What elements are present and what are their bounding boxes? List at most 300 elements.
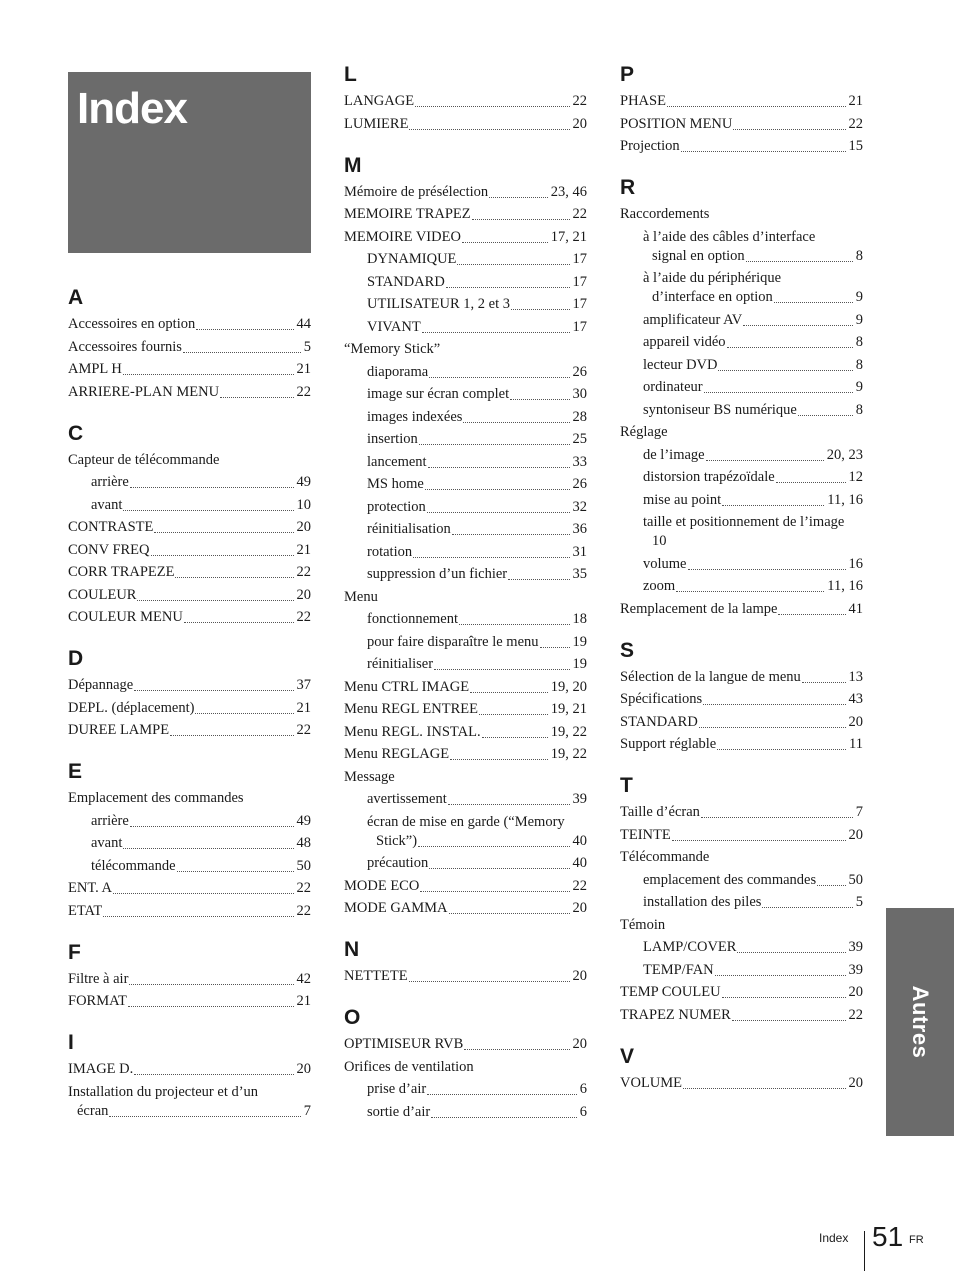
section-letter: M — [344, 153, 362, 177]
entry-text: insertion — [367, 431, 418, 447]
entry-page: 20 — [296, 586, 311, 603]
entry-text: Emplacement des commandes — [68, 790, 244, 806]
entry-page: 6 — [579, 1081, 587, 1097]
entry-text: UTILISATEUR 1, 2 et 3 — [367, 296, 510, 312]
entry-page: 22 — [572, 93, 587, 109]
entry-text: lancement — [367, 453, 427, 470]
entry-text: COULEUR MENU — [68, 609, 183, 625]
dot-leader — [123, 374, 294, 375]
index-section — [68, 419, 311, 628]
dot-leader — [462, 242, 548, 243]
index-entry — [68, 1060, 311, 1079]
entry-page: 43 — [848, 691, 863, 707]
entry-text: Spécifications — [620, 691, 703, 707]
dot-leader — [429, 868, 569, 869]
entry-text-continued: 10 — [652, 533, 667, 549]
dot-leader — [762, 907, 852, 908]
index-entry — [344, 899, 587, 918]
entry-text: images indexées — [367, 408, 463, 425]
dot-leader — [798, 415, 853, 416]
dot-leader — [409, 129, 569, 130]
dot-leader — [134, 1074, 293, 1075]
dot-leader — [446, 287, 570, 288]
dot-leader — [129, 984, 293, 985]
index-entry — [68, 541, 311, 560]
entry-text: ordinateur — [643, 379, 703, 395]
entry-page: 33 — [572, 453, 587, 470]
index-entry — [344, 610, 587, 629]
entry-text: image sur écran complet — [367, 386, 510, 402]
entry-page: 22 — [572, 877, 587, 894]
index-column-3 — [620, 60, 863, 1110]
index-entry — [620, 491, 863, 510]
dot-leader — [427, 512, 570, 513]
dot-leader — [130, 487, 294, 488]
entry-text: réinitialisation — [367, 521, 451, 537]
entry-page: 36 — [572, 521, 587, 537]
index-section — [344, 1003, 587, 1122]
entry-text: MODE ECO — [344, 877, 420, 894]
entry-text: DYNAMIQUE — [367, 251, 457, 267]
entry-text: précaution — [367, 855, 429, 871]
entry-page: 20 — [572, 968, 587, 984]
index-entry — [68, 970, 311, 989]
dot-leader — [409, 981, 570, 982]
dot-leader — [681, 151, 846, 152]
index-entry-heading — [344, 340, 587, 359]
section-letter: E — [68, 760, 83, 783]
index-entry — [344, 475, 587, 494]
index-entry — [344, 363, 587, 382]
index-entry — [344, 565, 587, 584]
index-column-2 — [344, 60, 587, 1139]
entry-page: 22 — [572, 206, 587, 222]
section-letter: I — [68, 1031, 74, 1054]
index-section — [344, 60, 587, 134]
entry-page: 7 — [303, 1102, 311, 1119]
dot-leader — [195, 713, 293, 714]
entry-text: amplificateur AV — [643, 311, 743, 328]
entry-page: 11, 16 — [827, 578, 863, 594]
entry-text: MS home — [367, 476, 424, 492]
index-entry — [620, 826, 863, 845]
entry-page: 8 — [855, 356, 863, 373]
entry-page: 19 — [572, 656, 587, 672]
index-entry — [344, 498, 587, 517]
entry-text: TRAPEZ NUMER — [620, 1006, 731, 1023]
entry-text: Menu REGL. INSTAL. — [344, 723, 481, 740]
entry-text: LUMIERE — [344, 115, 409, 132]
entry-page: 39 — [848, 939, 863, 955]
entry-page: 10 — [296, 496, 311, 513]
index-entry — [620, 446, 863, 465]
index-entry — [344, 1080, 587, 1099]
dot-leader — [183, 352, 301, 353]
dot-leader — [431, 1117, 577, 1118]
entry-text: Menu CTRL IMAGE — [344, 678, 470, 695]
dot-leader — [448, 804, 570, 805]
dot-leader — [704, 392, 853, 393]
entry-page: 42 — [296, 970, 311, 987]
entry-text: AMPL H — [68, 361, 122, 377]
dot-leader — [774, 302, 853, 303]
index-section — [620, 173, 863, 619]
entry-text-continued: Stick”) — [376, 832, 418, 849]
index-entry-heading — [68, 789, 311, 808]
entry-text: Support réglable — [620, 736, 717, 752]
language-code: FR — [909, 1234, 924, 1246]
entry-page: 11, 16 — [827, 491, 863, 508]
dot-leader — [511, 309, 570, 310]
dot-leader — [450, 759, 548, 760]
entry-page: 20 — [848, 984, 863, 1000]
dot-leader — [464, 1049, 569, 1050]
entry-page: 49 — [296, 474, 311, 490]
entry-text: VIVANT — [367, 318, 421, 335]
entry-text: Télécommande — [620, 849, 710, 865]
section-letter: C — [68, 421, 84, 445]
entry-page: 5 — [855, 894, 863, 910]
entry-page: 7 — [855, 804, 863, 820]
index-entry-heading — [620, 848, 863, 867]
entry-text: Message — [344, 768, 395, 785]
entry-page: 9 — [855, 311, 863, 328]
entry-page: 15 — [848, 138, 863, 154]
index-entry — [68, 992, 311, 1011]
entry-text: à l’aide des câbles d’interface — [643, 228, 816, 245]
entry-page: 37 — [296, 677, 311, 693]
entry-page: 13 — [848, 668, 863, 685]
dot-leader — [778, 614, 845, 615]
dot-leader — [109, 1116, 300, 1117]
index-entry — [344, 745, 587, 764]
index-entry — [68, 383, 311, 402]
index-entry-heading — [68, 451, 311, 470]
dot-leader — [177, 871, 294, 872]
index-entry — [620, 356, 863, 375]
entry-text: pour faire disparaître le menu — [367, 633, 539, 650]
dot-leader — [137, 600, 293, 601]
dot-leader — [737, 952, 845, 953]
entry-page: 20 — [296, 519, 311, 535]
entry-text: TEMP/FAN — [643, 961, 714, 978]
section-letter: T — [620, 774, 633, 797]
index-entry — [344, 250, 587, 269]
index-section — [68, 757, 311, 921]
index-entry — [620, 333, 863, 352]
entry-page: 20 — [848, 826, 863, 843]
entry-page: 5 — [303, 338, 311, 355]
entry-text: avant — [91, 835, 123, 851]
dot-leader — [415, 106, 569, 107]
index-entry — [344, 723, 587, 742]
entry-text: Capteur de télécommande — [68, 451, 220, 468]
entry-page: 48 — [296, 835, 311, 851]
index-entry — [620, 137, 863, 156]
entry-page: 26 — [572, 476, 587, 492]
entry-page: 25 — [572, 431, 587, 447]
index-section — [68, 283, 311, 402]
entry-text: Remplacement de la lampe — [620, 600, 778, 617]
entry-page: 44 — [296, 316, 311, 332]
index-entry — [344, 790, 587, 809]
index-entry — [344, 115, 587, 134]
entry-text: NETTETE — [344, 968, 408, 984]
entry-text: Menu REGLAGE — [344, 746, 450, 762]
dot-leader — [722, 505, 824, 506]
entry-page: 20 — [572, 115, 587, 132]
index-entry — [344, 655, 587, 674]
index-entry-heading — [344, 588, 587, 607]
dot-leader — [672, 840, 846, 841]
entry-text-continued: signal en option — [652, 247, 745, 264]
index-entry — [344, 430, 587, 449]
index-entry — [344, 273, 587, 292]
index-entry — [620, 690, 863, 709]
entry-page: 49 — [296, 812, 311, 829]
entry-text: LAMP/COVER — [643, 939, 737, 955]
entry-text: lecteur DVD — [643, 356, 718, 373]
entry-text: Menu — [344, 588, 378, 605]
entry-text: MODE GAMMA — [344, 900, 448, 916]
dot-leader — [776, 482, 846, 483]
index-entry — [620, 893, 863, 912]
entry-text: appareil vidéo — [643, 334, 726, 350]
section-tab — [886, 908, 954, 1136]
entry-text: STANDARD — [620, 713, 698, 730]
dot-leader — [113, 893, 293, 894]
entry-page: 6 — [579, 1103, 587, 1120]
title-box — [68, 72, 311, 253]
dot-leader — [151, 555, 294, 556]
entry-page: 20 — [848, 1074, 863, 1091]
index-entry — [620, 735, 863, 754]
dot-leader — [715, 975, 846, 976]
entry-text: DEPL. (déplacement) — [68, 699, 195, 716]
index-entry — [344, 877, 587, 896]
index-entry — [344, 633, 587, 652]
dot-leader — [175, 577, 293, 578]
entry-continuation — [643, 532, 863, 551]
index-section — [620, 771, 863, 1025]
dot-leader — [422, 332, 570, 333]
dot-leader — [676, 591, 824, 592]
entry-text: emplacement des commandes — [643, 871, 817, 888]
dot-leader — [103, 916, 293, 917]
section-letter: D — [68, 647, 84, 670]
entry-text: MEMOIRE VIDEO — [344, 228, 461, 245]
section-tab-label: Autres — [908, 985, 933, 1059]
index-entry — [68, 721, 311, 740]
dot-leader — [472, 219, 570, 220]
entry-page: 8 — [855, 401, 863, 418]
entry-continuation — [643, 288, 863, 307]
dot-leader — [429, 377, 569, 378]
entry-text: distorsion trapézoïdale — [643, 469, 775, 485]
index-entry — [68, 315, 311, 334]
entry-page: 17 — [572, 296, 587, 312]
entry-page: 17 — [572, 273, 587, 290]
entry-text: “Memory Stick” — [344, 341, 441, 357]
index-entry — [344, 453, 587, 472]
entry-page: 21 — [296, 361, 311, 377]
entry-text: ETAT — [68, 902, 103, 919]
entry-page: 20 — [572, 900, 587, 916]
entry-page: 50 — [296, 857, 311, 874]
entry-text: diaporama — [367, 363, 429, 380]
entry-page: 20 — [296, 1061, 311, 1077]
dot-leader — [718, 370, 852, 371]
entry-text: STANDARD — [367, 273, 445, 290]
dot-leader — [134, 690, 293, 691]
index-entry — [68, 699, 311, 718]
entry-text: TEINTE — [620, 826, 671, 843]
dot-leader — [732, 1020, 846, 1021]
index-entry — [620, 577, 863, 596]
entry-text: POSITION MENU — [620, 115, 733, 132]
index-entry — [68, 902, 311, 921]
entry-page: 21 — [296, 541, 311, 558]
entry-page: 22 — [296, 383, 311, 400]
entry-page: 21 — [296, 993, 311, 1009]
dot-leader — [683, 1088, 845, 1089]
entry-text: avertissement — [367, 791, 447, 807]
index-entry — [68, 518, 311, 537]
dot-leader — [419, 444, 570, 445]
dot-leader — [703, 704, 845, 705]
dot-leader — [701, 817, 853, 818]
index-entry — [620, 938, 863, 957]
dot-leader — [184, 622, 294, 623]
index-section — [68, 1028, 311, 1121]
entry-page: 19 — [572, 633, 587, 650]
entry-text: prise d’air — [367, 1081, 427, 1097]
index-column-1 — [68, 283, 311, 1138]
index-entry — [344, 385, 587, 404]
dot-leader — [717, 749, 846, 750]
entry-text: IMAGE D. — [68, 1061, 134, 1077]
entry-text: TEMP COULEU — [620, 984, 721, 1000]
entry-text: Accessoires fournis — [68, 338, 182, 355]
index-entry — [68, 857, 311, 876]
index-entry — [620, 983, 863, 1002]
entry-text: syntoniseur BS numérique — [643, 401, 797, 418]
entry-page: 22 — [296, 880, 311, 896]
index-entry — [620, 1006, 863, 1025]
entry-text: LANGAGE — [344, 93, 415, 109]
dot-leader — [170, 735, 293, 736]
index-entry — [344, 228, 587, 247]
entry-page: 26 — [572, 363, 587, 380]
dot-leader — [425, 489, 570, 490]
entry-text: réinitialiser — [367, 656, 434, 672]
index-entry — [344, 92, 587, 111]
entry-text: installation des piles — [643, 894, 762, 910]
index-entry — [68, 812, 311, 831]
entry-page: 19, 21 — [550, 701, 587, 717]
entry-text: Raccordements — [620, 206, 710, 222]
dot-leader — [196, 329, 293, 330]
entry-text: CORR TRAPEZE — [68, 564, 175, 580]
dot-leader — [706, 460, 824, 461]
index-entry — [620, 555, 863, 574]
entry-text: Taille d’écran — [620, 804, 700, 820]
index-entry — [620, 713, 863, 732]
entry-text: arrière — [91, 474, 129, 490]
entry-text: COULEUR — [68, 586, 137, 603]
dot-leader — [802, 682, 846, 683]
dot-leader — [479, 714, 548, 715]
index-entry — [344, 678, 587, 697]
entry-page: 22 — [848, 1006, 863, 1023]
dot-leader — [510, 399, 569, 400]
index-section — [344, 151, 587, 919]
section-letter: S — [620, 638, 635, 662]
index-entry — [68, 879, 311, 898]
entry-continuation — [643, 247, 863, 266]
index-entry — [344, 1035, 587, 1054]
dot-leader — [746, 261, 853, 262]
dot-leader — [699, 727, 846, 728]
dot-leader — [123, 848, 293, 849]
entry-page: 19, 22 — [550, 746, 587, 762]
entry-page: 22 — [296, 722, 311, 738]
entry-text: OPTIMISEUR RVB — [344, 1036, 464, 1052]
dot-leader — [418, 846, 569, 847]
dot-leader — [722, 997, 846, 998]
footer-divider — [864, 1231, 865, 1271]
entry-page: 40 — [572, 855, 587, 871]
dot-leader — [733, 129, 845, 130]
dot-leader — [489, 197, 548, 198]
entry-page: 20, 23 — [826, 446, 863, 463]
entry-page: 17 — [572, 251, 587, 267]
index-section — [68, 644, 311, 740]
dot-leader — [420, 891, 569, 892]
index-section — [620, 60, 863, 156]
entry-page: 21 — [296, 699, 311, 716]
entry-page: 39 — [848, 961, 863, 978]
entry-text: ENT. A — [68, 880, 113, 896]
entry-page: 22 — [848, 115, 863, 132]
entry-page: 39 — [572, 791, 587, 807]
index-entry — [68, 834, 311, 853]
entry-text: zoom — [643, 578, 676, 594]
entry-text: Menu REGL ENTREE — [344, 701, 478, 717]
entry-text: arrière — [91, 812, 129, 829]
entry-text: à l’aide du périphérique — [643, 270, 782, 286]
index-entry — [344, 1103, 587, 1122]
entry-text: CONV FREQ — [68, 541, 150, 558]
entry-text: VOLUME — [620, 1074, 683, 1091]
dot-leader — [427, 1094, 577, 1095]
entry-page: 30 — [572, 386, 587, 402]
entry-page: 32 — [572, 498, 587, 515]
entry-page: 12 — [848, 469, 863, 485]
entry-page: 19, 22 — [550, 723, 587, 740]
entry-text: télécommande — [91, 857, 176, 874]
entry-page: 8 — [855, 247, 863, 264]
section-letter: A — [68, 286, 84, 309]
index-entry — [620, 401, 863, 420]
index-entry — [344, 813, 587, 851]
entry-text: suppression d’un fichier — [367, 566, 508, 582]
index-entry — [344, 854, 587, 873]
entry-page: 22 — [296, 902, 311, 919]
section-letter: V — [620, 1044, 635, 1068]
entry-page: 28 — [572, 408, 587, 425]
index-entry — [620, 468, 863, 487]
